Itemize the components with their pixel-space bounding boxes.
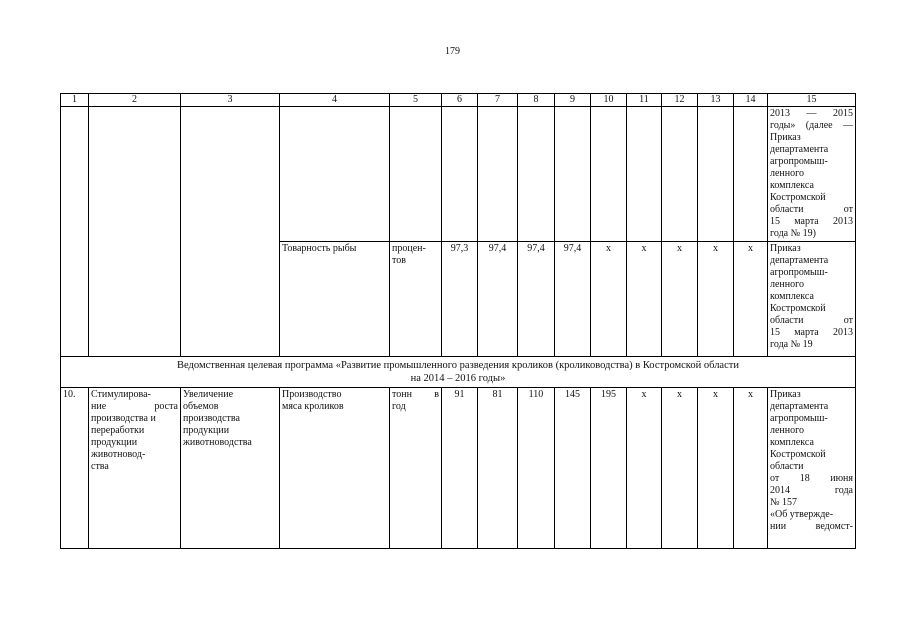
header-cell: 4: [280, 94, 390, 107]
text-line: агропромыш-: [770, 156, 828, 167]
row-number-cell: 10.: [61, 388, 89, 549]
table-cell: [478, 107, 518, 242]
section-title-line: Ведомственная целевая программа «Развитие промышленного разведения кроликов (кролиководства) в Костромской области: [177, 360, 739, 371]
text-line: ства: [91, 461, 109, 472]
table-row: [61, 388, 856, 549]
text-line: комплекса: [770, 291, 814, 302]
value-cell: x: [698, 388, 734, 549]
text-line: Увеличение: [183, 389, 234, 400]
text-line: тонн в: [392, 389, 439, 400]
text-line: Производство: [282, 389, 342, 400]
text-line: производства и: [91, 413, 156, 424]
document-reference-cell: [768, 107, 856, 242]
text-line: продукции: [91, 437, 138, 448]
text-line: Костромской: [770, 449, 826, 460]
indicator-cell: [280, 388, 390, 549]
table-cell: [662, 107, 698, 242]
table-cell: [698, 107, 734, 242]
text-line: 2013 — 2015: [770, 108, 853, 119]
table-cell: [518, 107, 555, 242]
text-line: нии ведомст-: [770, 521, 853, 532]
text-line: комплекса: [770, 437, 814, 448]
header-cell: 1: [61, 94, 89, 107]
header-cell: 6: [442, 94, 478, 107]
table-cell: [61, 107, 89, 357]
table-cell: [627, 107, 662, 242]
header-cell: 12: [662, 94, 698, 107]
header-cell: 13: [698, 94, 734, 107]
text-line: мяса кроликов: [282, 401, 344, 412]
value-cell: x: [734, 242, 768, 357]
section-title: [61, 357, 856, 388]
table-cell: [181, 107, 280, 357]
value-cell: 97,3: [442, 242, 478, 357]
text-line: животноводства: [183, 437, 252, 448]
unit-cell: [390, 388, 442, 549]
value-cell: x: [734, 388, 768, 549]
value-cell: 145: [555, 388, 591, 549]
header-cell: 5: [390, 94, 442, 107]
value-cell: 81: [478, 388, 518, 549]
header-cell: 11: [627, 94, 662, 107]
text-line: ленного: [770, 168, 804, 179]
text-line: тов: [392, 255, 406, 266]
unit-cell: [390, 242, 442, 357]
text-line: Приказ: [770, 389, 801, 400]
text-line: области от: [770, 204, 853, 215]
text-line: агропромыш-: [770, 267, 828, 278]
text-line: года № 19: [770, 339, 813, 350]
document-reference-cell: [768, 242, 856, 357]
table-cell: [89, 107, 181, 357]
text-line: ние роста: [91, 401, 178, 412]
value-cell: x: [627, 388, 662, 549]
table-cell: [734, 107, 768, 242]
page-number: 179: [445, 46, 460, 57]
header-cell: 15: [768, 94, 856, 107]
header-cell: 9: [555, 94, 591, 107]
indicator-cell: Товарность рыбы: [280, 242, 390, 357]
table-cell: [280, 107, 390, 242]
text-line: ленного: [770, 279, 804, 290]
text-line: годы» (далее —: [770, 120, 853, 131]
text-line: Стимулирова-: [91, 389, 151, 400]
table-cell: [555, 107, 591, 242]
text-line: животновод-: [91, 449, 146, 460]
text-line: 2014 года: [770, 485, 853, 496]
text-line: департамента: [770, 255, 829, 266]
value-cell: 97,4: [478, 242, 518, 357]
value-cell: 110: [518, 388, 555, 549]
task-cell: [181, 388, 280, 549]
text-line: № 157: [770, 497, 798, 508]
text-line: агропромыш-: [770, 413, 828, 424]
text-line: объемов: [183, 401, 219, 412]
header-cell: 14: [734, 94, 768, 107]
indicators-table: [60, 93, 856, 549]
text-line: продукции: [183, 425, 230, 436]
value-cell: x: [591, 242, 627, 357]
text-line: Приказ: [770, 132, 801, 143]
text-line: области: [770, 461, 804, 472]
table-cell: [390, 107, 442, 242]
text-line: области от: [770, 315, 853, 326]
text-line: 15 марта 2013: [770, 216, 853, 227]
section-header-row: [61, 357, 856, 388]
section-title-line: на 2014 – 2016 годы»: [410, 373, 506, 384]
table-row: [61, 107, 856, 242]
text-line: Костромской: [770, 303, 826, 314]
text-line: 15 марта 2013: [770, 327, 853, 338]
text-line: год: [392, 401, 406, 412]
value-cell: 91: [442, 388, 478, 549]
text-line: Костромской: [770, 192, 826, 203]
goal-cell: [89, 388, 181, 549]
text-line: ленного: [770, 425, 804, 436]
table-cell: [442, 107, 478, 242]
text-line: Приказ: [770, 243, 801, 254]
text-line: департамента: [770, 401, 829, 412]
value-cell: x: [698, 242, 734, 357]
header-cell: 8: [518, 94, 555, 107]
text-line: года № 19): [770, 228, 816, 239]
value-cell: x: [662, 388, 698, 549]
text-line: переработки: [91, 425, 145, 436]
header-row: [61, 94, 856, 107]
table-cell: [591, 107, 627, 242]
value-cell: x: [627, 242, 662, 357]
text-line: от 18 июня: [770, 473, 853, 484]
text-line: процен-: [392, 243, 426, 254]
header-cell: 7: [478, 94, 518, 107]
document-reference-cell: [768, 388, 856, 549]
header-cell: 3: [181, 94, 280, 107]
text-line: «Об утвержде-: [770, 509, 834, 520]
text-line: производства: [183, 413, 240, 424]
value-cell: x: [662, 242, 698, 357]
value-cell: 195: [591, 388, 627, 549]
value-cell: 97,4: [518, 242, 555, 357]
header-cell: 2: [89, 94, 181, 107]
text-line: комплекса: [770, 180, 814, 191]
value-cell: 97,4: [555, 242, 591, 357]
text-line: департамента: [770, 144, 829, 155]
header-cell: 10: [591, 94, 627, 107]
